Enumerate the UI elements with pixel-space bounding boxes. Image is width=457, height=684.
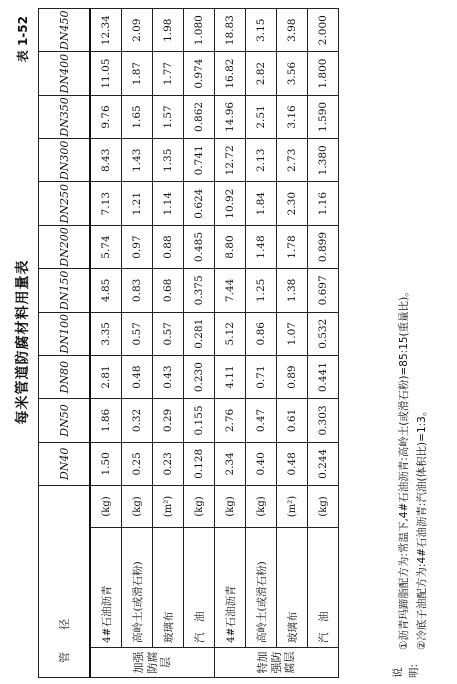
material-unit: (kg) (308, 486, 339, 528)
material-table (38, 8, 339, 678)
group-label: 特加强防腐层 (215, 648, 339, 678)
header-size: DN200 (39, 225, 91, 268)
value-cell: 1.16 (308, 182, 339, 225)
value-cell: 12.34 (90, 9, 122, 52)
material-name: 高岭土(或滑石粉) (122, 528, 153, 648)
value-cell: 0.29 (153, 399, 184, 442)
value-cell: 0.88 (153, 225, 184, 268)
value-cell: 16.82 (215, 52, 246, 95)
value-cell: 0.40 (246, 442, 277, 485)
value-cell: 2.51 (246, 95, 277, 138)
value-cell: 1.590 (308, 95, 339, 138)
table-row (308, 9, 339, 678)
value-cell: 0.375 (184, 269, 215, 312)
value-cell: 0.303 (308, 399, 339, 442)
value-cell: 1.57 (153, 95, 184, 138)
value-cell: 5.12 (215, 312, 246, 355)
value-cell: 0.697 (308, 269, 339, 312)
value-cell: 0.532 (308, 312, 339, 355)
header-size: DN80 (39, 355, 91, 398)
value-cell: 3.16 (277, 95, 308, 138)
value-cell: 1.48 (246, 225, 277, 268)
value-cell: 4.85 (90, 269, 122, 312)
value-cell: 1.38 (277, 269, 308, 312)
header-size: DN450 (39, 9, 91, 52)
material-unit: (kg) (215, 486, 246, 528)
material-unit: (kg) (246, 486, 277, 528)
value-cell: 1.800 (308, 52, 339, 95)
header-size: DN150 (39, 269, 91, 312)
value-cell: 0.57 (122, 312, 153, 355)
value-cell: 3.15 (246, 9, 277, 52)
value-cell: 0.862 (184, 95, 215, 138)
value-cell: 0.68 (153, 269, 184, 312)
header-size: DN400 (39, 52, 91, 95)
material-name: 汽 油 (184, 528, 215, 648)
value-cell: 0.48 (277, 442, 308, 485)
value-cell: 2.13 (246, 139, 277, 182)
value-cell: 2.34 (215, 442, 246, 485)
value-cell: 0.47 (246, 399, 277, 442)
value-cell: 1.14 (153, 182, 184, 225)
value-cell: 0.624 (184, 182, 215, 225)
material-name: 玻璃布 (153, 528, 184, 648)
table-row (246, 9, 277, 678)
value-cell: 0.899 (308, 225, 339, 268)
material-unit: (kg) (90, 486, 122, 528)
value-cell: 1.07 (277, 312, 308, 355)
value-cell: 1.080 (184, 9, 215, 52)
value-cell: 1.50 (90, 442, 122, 485)
table-row (277, 9, 308, 678)
header-size: DN350 (39, 95, 91, 138)
value-cell: 0.32 (122, 399, 153, 442)
value-cell: 1.65 (122, 95, 153, 138)
table-row (153, 9, 184, 678)
value-cell: 1.77 (153, 52, 184, 95)
value-cell: 10.92 (215, 182, 246, 225)
value-cell: 0.244 (308, 442, 339, 485)
value-cell: 1.35 (153, 139, 184, 182)
value-cell: 11.05 (90, 52, 122, 95)
value-cell: 0.974 (184, 52, 215, 95)
material-unit: (m²) (277, 486, 308, 528)
value-cell: 2.30 (277, 182, 308, 225)
material-name: 高岭土(或滑石粉) (246, 528, 277, 648)
value-cell: 0.485 (184, 225, 215, 268)
value-cell: 3.56 (277, 52, 308, 95)
value-cell: 3.98 (277, 9, 308, 52)
value-cell: 1.21 (122, 182, 153, 225)
note-item: ①沥青玛蹄脂配方为:常温下,4#石油沥青:高岭土(或滑石粉)=85:15(重量比)。 (398, 286, 410, 650)
material-name: 4#石油沥青 (215, 528, 246, 648)
value-cell: 2.76 (215, 399, 246, 442)
value-cell: 0.741 (184, 139, 215, 182)
header-size: DN40 (39, 442, 91, 485)
table-title: 每米管道防腐材料用量表 (15, 259, 31, 425)
group-label: 加强防腐层 (90, 648, 215, 678)
value-cell: 0.61 (277, 399, 308, 442)
value-cell: 8.80 (215, 225, 246, 268)
material-unit: (kg) (122, 486, 153, 528)
value-cell: 4.11 (215, 355, 246, 398)
value-cell: 2.82 (246, 52, 277, 95)
material-unit: (m²) (153, 486, 184, 528)
value-cell: 18.83 (215, 9, 246, 52)
value-cell: 8.43 (90, 139, 122, 182)
value-cell: 2.000 (308, 9, 339, 52)
value-cell: 3.35 (90, 312, 122, 355)
material-name: 4#石油沥青 (90, 528, 122, 648)
material-unit: (kg) (184, 486, 215, 528)
table-row (122, 9, 153, 678)
value-cell: 1.98 (153, 9, 184, 52)
table-row (184, 9, 215, 678)
value-cell: 0.71 (246, 355, 277, 398)
value-cell: 0.43 (153, 355, 184, 398)
table-number: 表 1-52 (16, 16, 30, 63)
value-cell: 0.83 (122, 269, 153, 312)
notes-label: 说明: (392, 663, 421, 678)
value-cell: 0.23 (153, 442, 184, 485)
value-cell: 0.128 (184, 442, 215, 485)
value-cell: 2.81 (90, 355, 122, 398)
header-size: DN300 (39, 139, 91, 182)
value-cell: 2.73 (277, 139, 308, 182)
material-name: 玻璃布 (277, 528, 308, 648)
header-size: DN250 (39, 182, 91, 225)
value-cell: 9.76 (90, 95, 122, 138)
header-size: DN100 (39, 312, 91, 355)
table-row (90, 9, 122, 678)
value-cell: 1.84 (246, 182, 277, 225)
value-cell: 1.78 (277, 225, 308, 268)
value-cell: 0.86 (246, 312, 277, 355)
table-row (215, 9, 246, 678)
value-cell: 0.48 (122, 355, 153, 398)
value-cell: 2.09 (122, 9, 153, 52)
value-cell: 7.44 (215, 269, 246, 312)
value-cell: 1.43 (122, 139, 153, 182)
value-cell: 1.25 (246, 269, 277, 312)
material-name: 汽 油 (308, 528, 339, 648)
value-cell: 0.281 (184, 312, 215, 355)
value-cell: 0.57 (153, 312, 184, 355)
value-cell: 0.441 (308, 355, 339, 398)
note-item: ②冷底子油配方为:4#石油沥青:汽油(体积比)=1:3。 (416, 405, 428, 650)
value-cell: 1.87 (122, 52, 153, 95)
value-cell: 12.72 (215, 139, 246, 182)
value-cell: 0.230 (184, 355, 215, 398)
header-row (39, 9, 91, 678)
value-cell: 7.13 (90, 182, 122, 225)
value-cell: 1.86 (90, 399, 122, 442)
value-cell: 14.96 (215, 95, 246, 138)
value-cell: 0.89 (277, 355, 308, 398)
value-cell: 5.74 (90, 225, 122, 268)
header-size: DN50 (39, 399, 91, 442)
header-pipe-diameter: 管 径 (39, 486, 91, 678)
value-cell: 1.380 (308, 139, 339, 182)
table-body (90, 9, 339, 678)
value-cell: 0.97 (122, 225, 153, 268)
value-cell: 0.25 (122, 442, 153, 485)
value-cell: 0.155 (184, 399, 215, 442)
